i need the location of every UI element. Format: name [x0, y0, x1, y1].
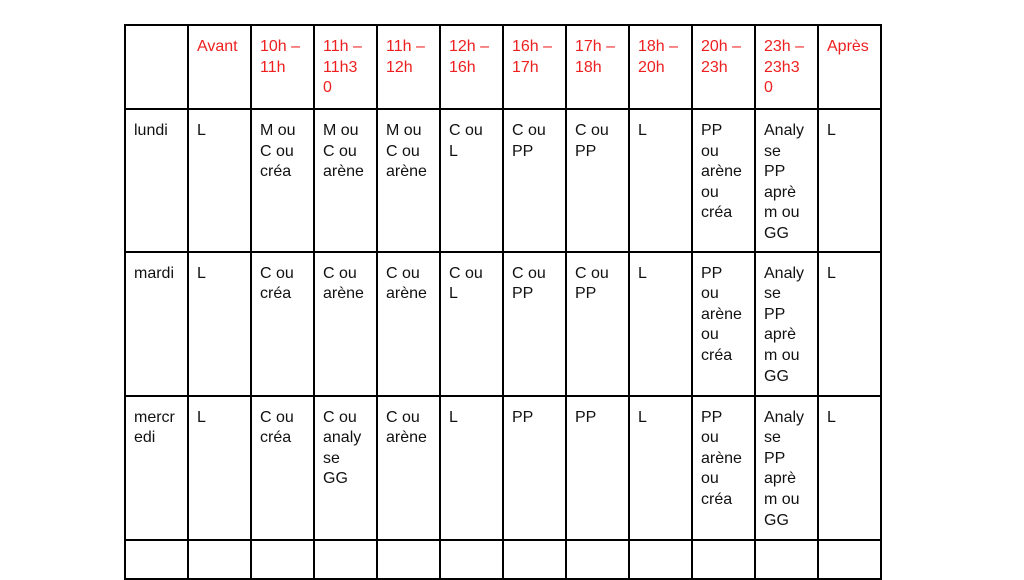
table-cell	[629, 540, 692, 579]
table-cell: C ou PP	[503, 109, 566, 252]
table-cell	[251, 540, 314, 579]
table-cell	[503, 540, 566, 579]
table-cell	[692, 540, 755, 579]
header-cell-11h-11h30: 11h – 11h3 0	[314, 25, 377, 109]
header-row	[125, 25, 881, 109]
table-cell: Analy se PP aprè m ou GG	[755, 109, 818, 252]
table-cell: M ou C ou créa	[251, 109, 314, 252]
header-cell-23h-23h30: 23h – 23h3 0	[755, 25, 818, 109]
table-cell	[188, 540, 251, 579]
table-cell: M ou C ou arène	[314, 109, 377, 252]
table-cell: C ou analy se GG	[314, 396, 377, 540]
table-row-partial	[125, 540, 881, 579]
table-row-lundi	[125, 109, 881, 252]
table-cell: C ou arène	[377, 252, 440, 396]
table-cell: L	[818, 109, 881, 252]
table-cell	[566, 540, 629, 579]
table-cell	[314, 540, 377, 579]
table-cell: C ou L	[440, 109, 503, 252]
day-cell	[125, 540, 188, 579]
table-cell	[440, 540, 503, 579]
day-cell: lundi	[125, 109, 188, 252]
header-cell-10h-11h: 10h – 11h	[251, 25, 314, 109]
table-row-mercredi	[125, 396, 881, 540]
table-cell: C ou PP	[566, 252, 629, 396]
table-cell: C ou créa	[251, 396, 314, 540]
day-cell: mercr edi	[125, 396, 188, 540]
table-cell: Analy se PP aprè m ou GG	[755, 252, 818, 396]
table-cell: PP ou arène ou créa	[692, 109, 755, 252]
header-cell-apres: Après	[818, 25, 881, 109]
header-cell-17h-18h: 17h – 18h	[566, 25, 629, 109]
table-cell	[755, 540, 818, 579]
table-cell: L	[440, 396, 503, 540]
table-cell: C ou PP	[503, 252, 566, 396]
header-cell-avant: Avant	[188, 25, 251, 109]
table-cell: C ou arène	[314, 252, 377, 396]
table-cell: PP ou arène ou créa	[692, 252, 755, 396]
header-cell-corner	[125, 25, 188, 109]
table-cell: C ou L	[440, 252, 503, 396]
header-cell-12h-16h: 12h – 16h	[440, 25, 503, 109]
table-cell: PP	[503, 396, 566, 540]
header-cell-20h-23h: 20h – 23h	[692, 25, 755, 109]
table-cell: PP ou arène ou créa	[692, 396, 755, 540]
table-cell: L	[629, 109, 692, 252]
table-cell: L	[818, 252, 881, 396]
table-cell: PP	[566, 396, 629, 540]
table-cell: L	[188, 252, 251, 396]
header-cell-11h-12h: 11h – 12h	[377, 25, 440, 109]
table-cell: L	[188, 109, 251, 252]
header-cell-18h-20h: 18h – 20h	[629, 25, 692, 109]
table-cell	[818, 540, 881, 579]
day-cell: mardi	[125, 252, 188, 396]
header-cell-16h-17h: 16h – 17h	[503, 25, 566, 109]
table-cell: M ou C ou arène	[377, 109, 440, 252]
table-cell: C ou PP	[566, 109, 629, 252]
table-cell	[377, 540, 440, 579]
table-cell: Analy se PP aprè m ou GG	[755, 396, 818, 540]
table-cell: L	[629, 252, 692, 396]
table-cell: L	[188, 396, 251, 540]
table-row-mardi	[125, 252, 881, 396]
table-cell: L	[818, 396, 881, 540]
table-cell: L	[629, 396, 692, 540]
table-cell: C ou arène	[377, 396, 440, 540]
schedule-table	[124, 24, 882, 580]
table-cell: C ou créa	[251, 252, 314, 396]
